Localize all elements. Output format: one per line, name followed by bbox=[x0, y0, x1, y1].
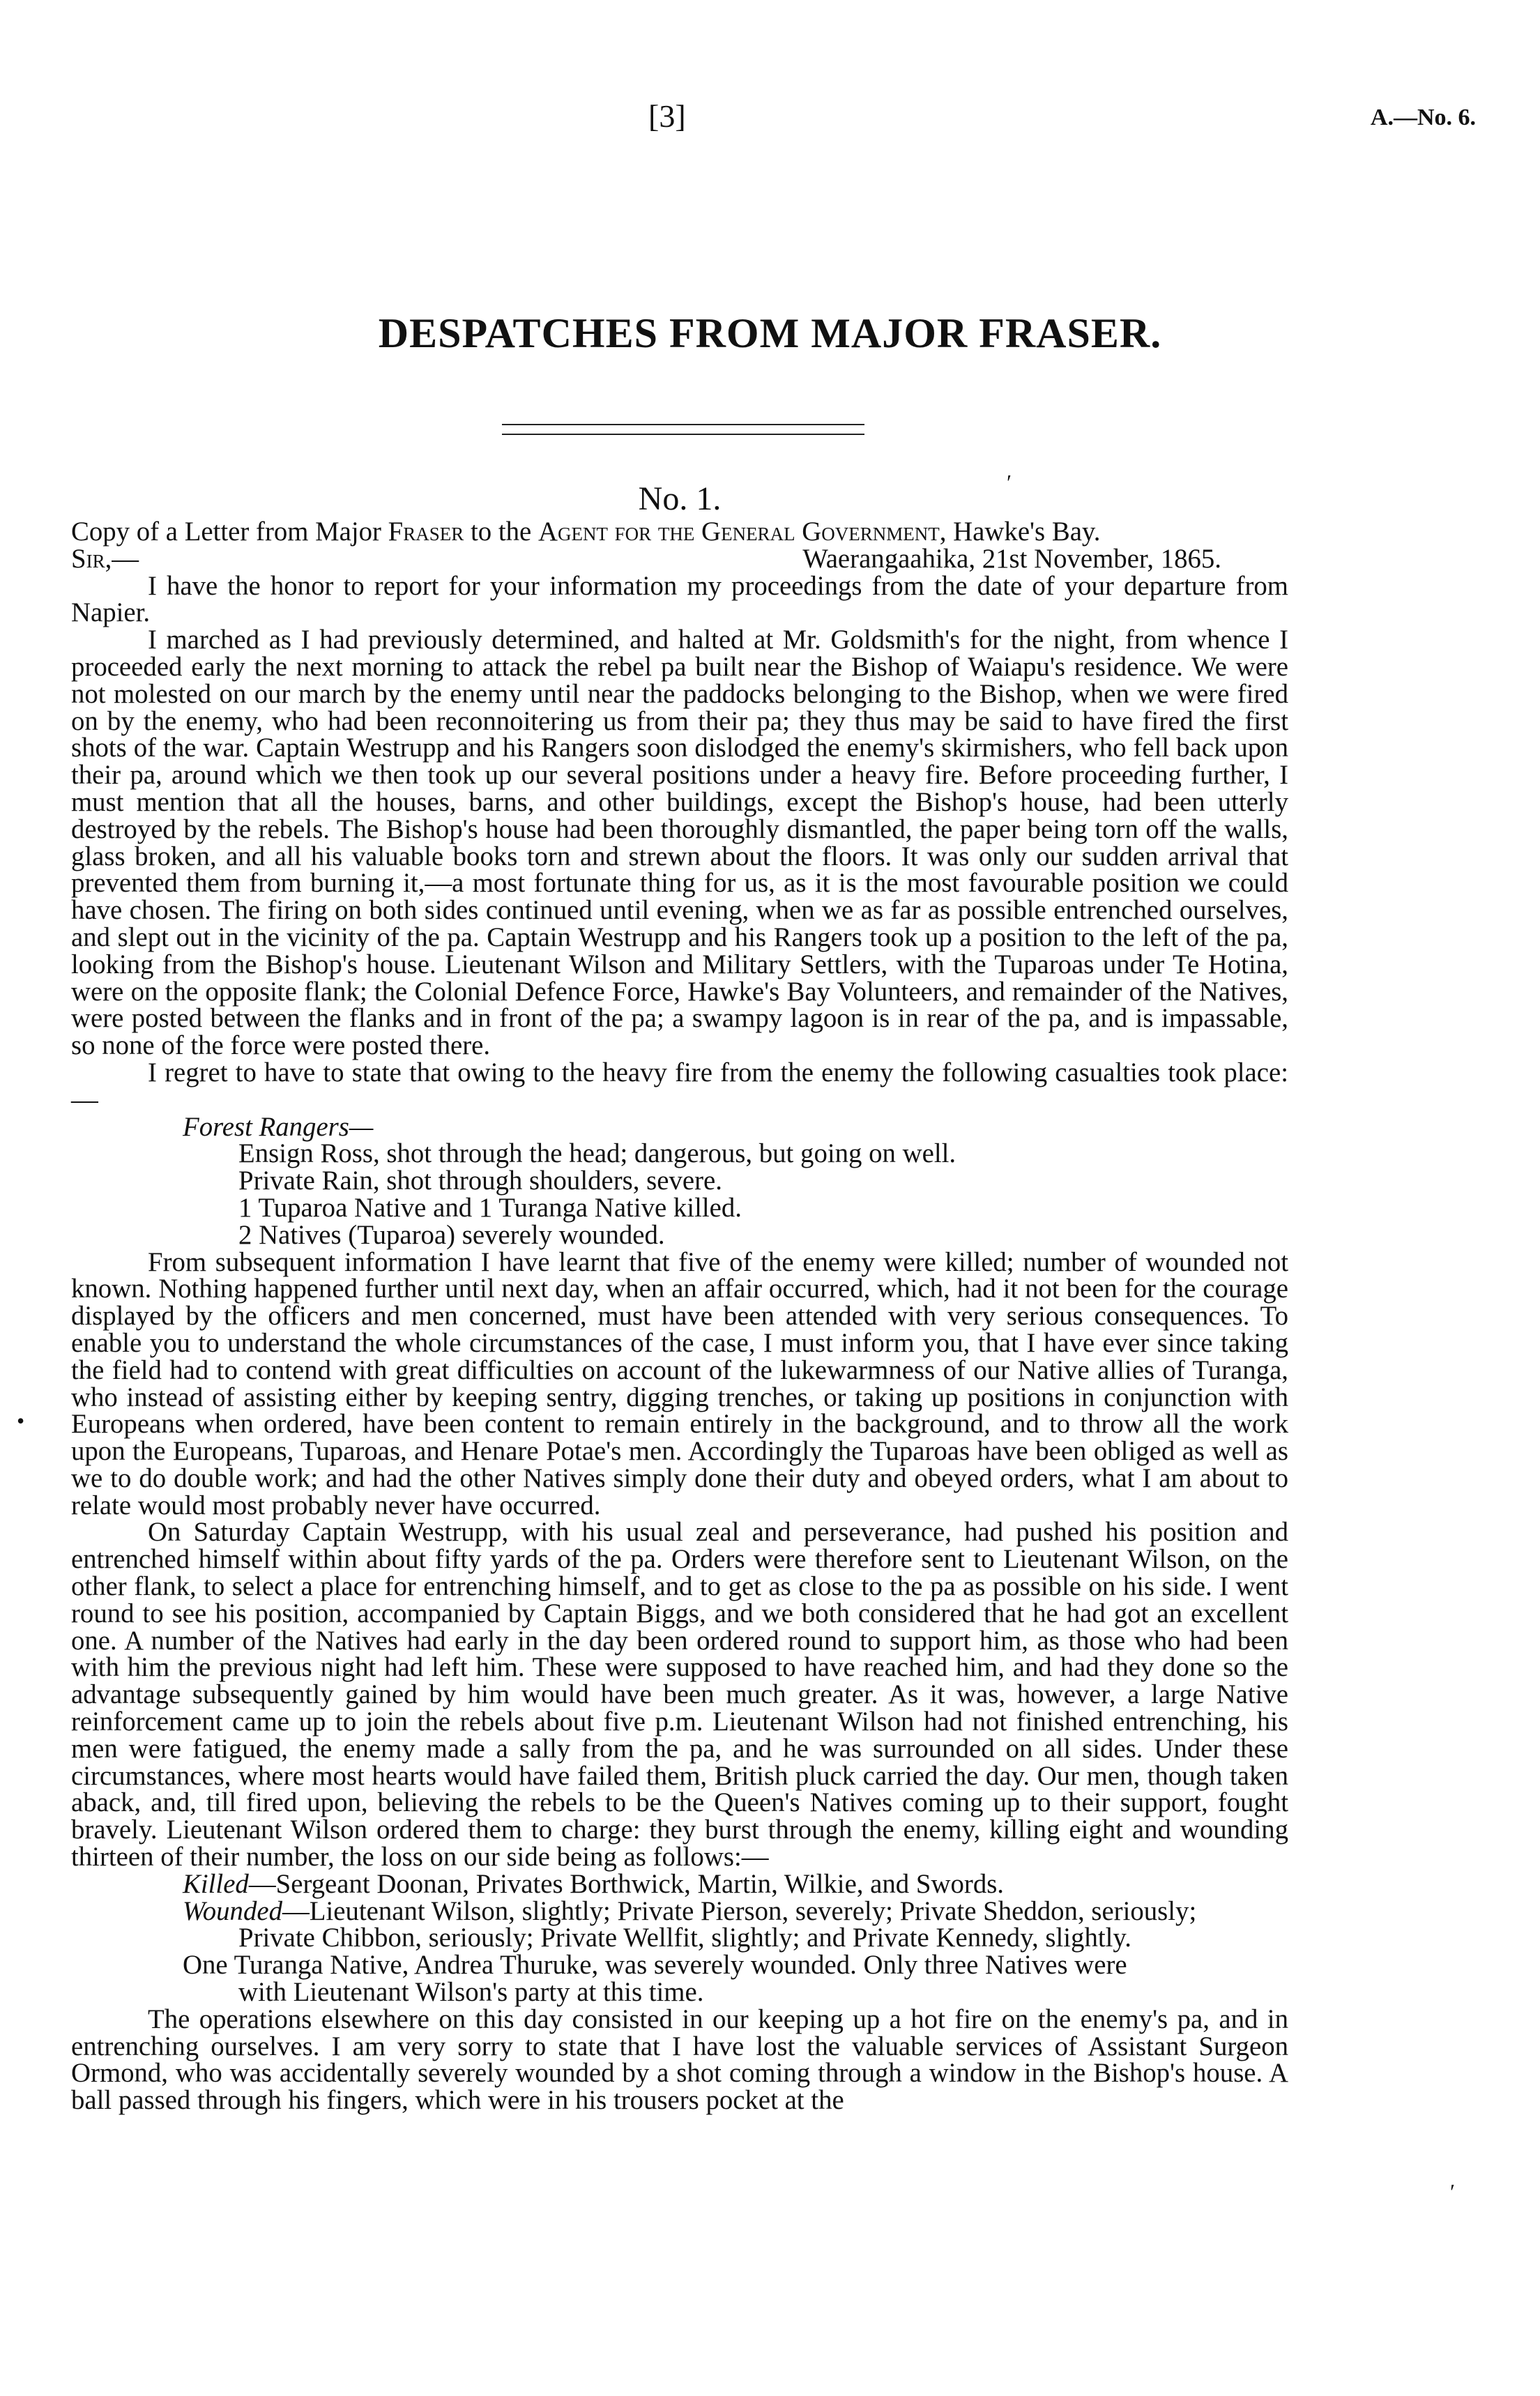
stray-mark: ′ bbox=[1007, 470, 1012, 495]
paragraph: From subsequent information I have learnt that five of the enemy were killed; number of wounded not known. Nothing happened further until next day, when an affair occurred, which, had it not been for the courage displayed by the officers and men concerned, must have been attended with very serious consequences. To enable you to understand the whole circumstances of the case, I must inform you, that I have ever since taking the field had to contend with great difficulties on account of the lukewarmness of our Native allies of Turanga, who instead of assisting either by keeping sentry, digging trenches, or taking up positions in conjunction with Europeans when ordered, have been content to remain entirely in the background, and to throw all the work upon the Europeans, Tuparoas, and Henare Potae's men. Accordingly the Tuparoas have been obliged as well as we to do double work; and had the other Natives simply done their duty and obeyed orders, what I am about to relate would most probably never have occurred. bbox=[71, 1246, 1288, 1520]
list-item: 1 Tuparoa Native and 1 Turanga Native killed. bbox=[238, 1192, 742, 1223]
list-item: Private Rain, shot through shoulders, severe. bbox=[238, 1166, 722, 1196]
list-item: 2 Natives (Tuparoa) severely wounded. bbox=[238, 1219, 665, 1250]
letter-caption: Copy of a Letter from Major Fraser to the Agent for the General Government, Hawke's Bay. bbox=[71, 517, 1101, 547]
killed-entry: Killed—Sergeant Doonan, Privates Borthwick, Martin, Wilkie, and Swords. bbox=[183, 1868, 1005, 1899]
stray-mark: ′ bbox=[1450, 2179, 1455, 2204]
salutation: Sir,— bbox=[71, 543, 139, 574]
document-number: No. 1. bbox=[638, 480, 722, 517]
paragraph: I marched as I had previously determined, and halted at Mr. Goldsmith's for the night, from whence I proceeded early the next morning to attack the rebel pa built near the Bishop of Waiapu's residence. We were not molested on our march by the enemy until near the paddocks belonging to the Bishop, when we were fired on by the enemy, who had been reconnoitering us from their pa; they thus may be said to have fired the first shots of the war. Captain Westrupp and his Rangers soon dislodged the enemy's skirmishers, who fell back upon their pa, around which we then took up our several positions under a heavy fire. Before proceeding further, I must mention that all the houses, barns, and other buildings, except the Bishop's house, had been utterly destroyed by the rebels. The Bishop's house had been thoroughly dismantled, the paper being torn off the walls, glass broken, and all his valuable books torn and strewn about the floors. It was only our sudden arrival that prevented them from burning it,—a most fortunate thing for us, as it is the most favourable position we could have chosen. The firing on both sides continued until evening, when we as far as possible entrenched ourselves, and slept out in the vicinity of the pa. Captain Westrupp and his Rangers took up a position to the left of the pa, looking from the Bishop's house. Lieutenant Wilson and Military Settlers, with the Tuparoas under Te Hotina, were on the opposite flank; the Colonial Defence Force, Hawke's Bay Volunteers, and remainder of the Natives, were posted between the flanks and in front of the pa; a swampy lagoon is in rear of the pa, and is impassable, so none of the force were posted there. bbox=[71, 625, 1288, 1061]
paragraph: The operations elsewhere on this day consisted in our keeping up a hot fire on the enemy's pa, and in entrenching ourselves. I am very sorry to state that I have lost the valuable services of Assistant Surgeon Ormond, who was accidentally severely wounded by a shot coming through a window in the Bishop's house. A ball passed through his fingers, which were in his trousers pocket at the bbox=[71, 2004, 1288, 2116]
stray-mark: • bbox=[17, 1408, 25, 1433]
letter-body bbox=[71, 481, 1288, 2114]
casualties-list bbox=[71, 1140, 1288, 1249]
document-reference: A.—No. 6. bbox=[1370, 105, 1476, 130]
title-rule-divider bbox=[502, 424, 864, 435]
native-wounded-entry: One Turanga Native, Andrea Thuruke, was severely wounded. Only three Natives were bbox=[183, 1950, 1127, 1981]
wounded-entry: Wounded—Lieutenant Wilson, slightly; Private Pierson, severely; Private Sheddon, seriously; bbox=[183, 1895, 1197, 1926]
place-date: Waerangaahika, 21st November, 1865. bbox=[802, 543, 1221, 574]
paragraph: I have the honor to report for your information my proceedings from the date of your departure from Napier. bbox=[71, 570, 1288, 628]
page-number: [3] bbox=[648, 98, 686, 134]
casualties-heading: Forest Rangers— bbox=[183, 1111, 374, 1142]
list-item: Ensign Ross, shot through the head; dangerous, but going on well. bbox=[238, 1138, 956, 1169]
salutation-line bbox=[71, 543, 1288, 574]
native-wounded-entry-continued: with Lieutenant Wilson's party at this time. bbox=[238, 1977, 704, 2008]
paragraph: On Saturday Captain Westrupp, with his usual zeal and perseverance, had pushed his position and entrenched himself within about fifty yards of the pa. Orders were therefore sent to Lieutenant Wilson, on the other flank, to select a place for entrenching himself, and to get as close to the pa as possible on his side. I went round to see his position, accompanied by Captain Biggs, and we both considered that he had got an excellent one. A number of the Natives had early in the day been ordered round to support him, as those who had been with him the previous night had left him. These were supposed to have reached him, and had they done so the advantage subsequently gained by him would have been much greater. As it was, however, a large Native reinforcement came up to join the rebels about five p.m. Lieutenant Wilson had not finished entrenching, his men were fatigued, the enemy made a sally from the pa, and he was surrounded on all sides. Under these circumstances, where most hearts would have failed them, British pluck carried the day. Our men, though taken aback, and, till fired upon, believing the rebels to be the Queen's Natives coming up to their support, fought bravely. Lieutenant Wilson ordered them to charge: they burst through the enemy, killing eight and wounding thirteen of their number, the loss on our side being as follows:— bbox=[71, 1517, 1288, 1872]
paragraph: I regret to have to state that owing to the heavy fire from the enemy the following casualties took place:— bbox=[71, 1057, 1288, 1115]
page-title: DESPATCHES FROM MAJOR FRASER. bbox=[378, 310, 1162, 356]
wounded-entry-continued: Private Chibbon, seriously; Private Wellfit, slightly; and Private Kennedy, slightly. bbox=[238, 1923, 1131, 1953]
